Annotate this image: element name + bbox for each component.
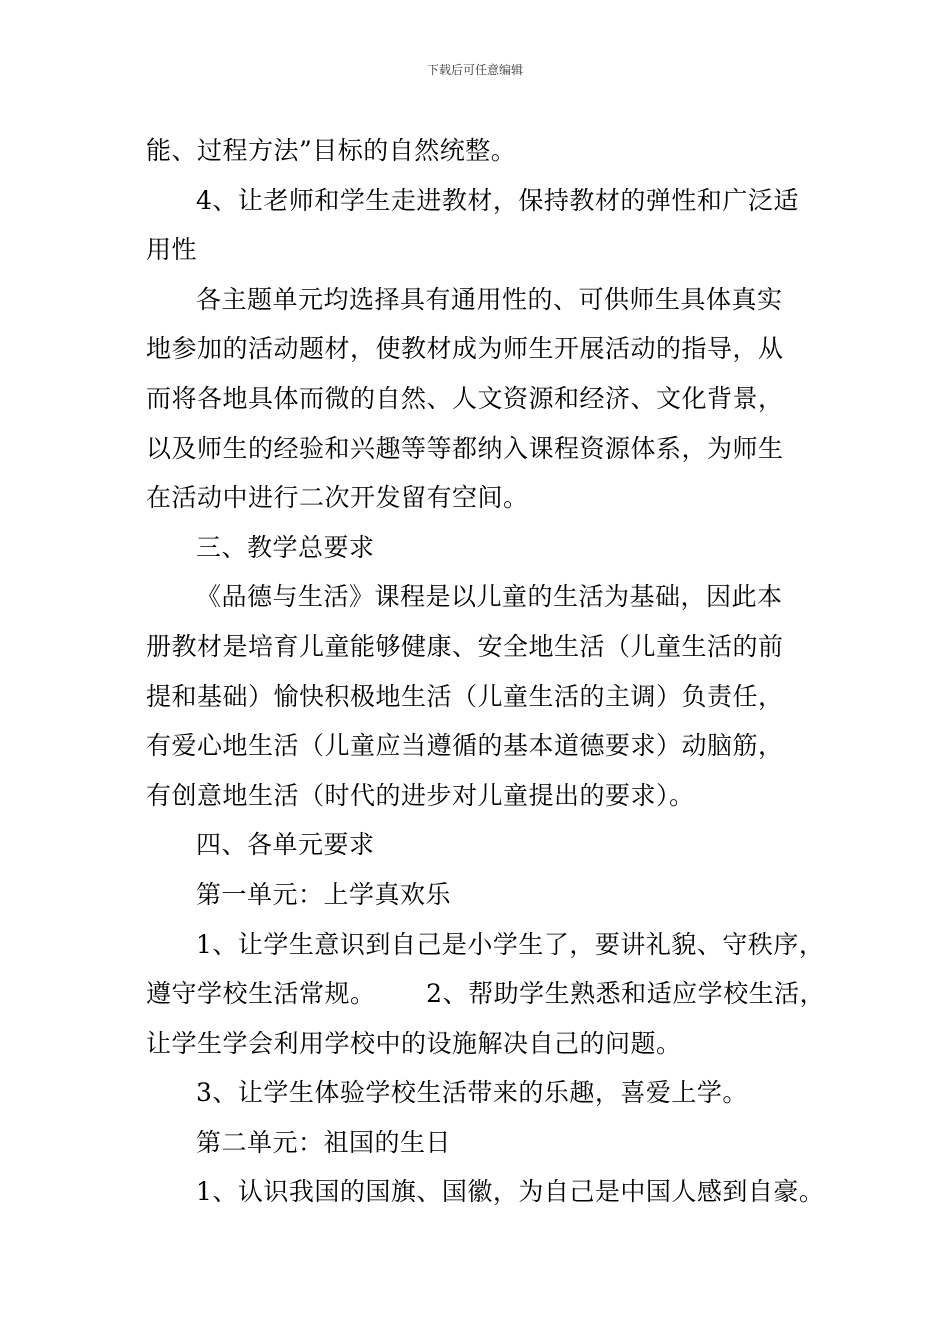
text-line: 《品德与生活》课程是以儿童的生活为基础，因此本: [196, 582, 783, 612]
text-line: 地参加的活动题材，使教材成为师生开展活动的指导，从: [146, 334, 784, 364]
text-line: 用性: [146, 235, 198, 265]
text-line: 以及师生的经验和兴趣等等都纳入课程资源体系，为师生: [146, 433, 784, 463]
text-line: 有创意地生活（时代的进步对儿童提出的要求）。: [146, 780, 695, 810]
text-line: 在活动中进行二次开发留有空间。: [146, 483, 529, 513]
text-line: 册教材是培育儿童能够健康、安全地生活（儿童生活的前: [146, 631, 784, 661]
text-line: 能、过程方法”目标的自然统整。: [146, 136, 517, 165]
text-line: 四、各单元要求: [196, 830, 375, 860]
text-line: 3、让学生体验学校生活带来的乐趣，喜爱上学。: [196, 1078, 748, 1108]
text-line: 1、认识我国的国旗、国徽，为自己是中国人感到自豪。: [196, 1177, 825, 1207]
text-line: 有爱心地生活（儿童应当遵循的基本道德要求）动脑筋，: [146, 731, 784, 761]
text-line: 第二单元：祖国的生日: [196, 1127, 452, 1157]
text-line: 第一单元：上学真欢乐: [196, 879, 452, 909]
document-body: [146, 126, 826, 1217]
text-line: 1、让学生意识到自己是小学生了，要讲礼貌、守秩序，: [196, 929, 825, 959]
text-line: 各主题单元均选择具有通用性的、可供师生具体真实: [196, 284, 783, 314]
text-line: 三、教学总要求: [196, 532, 375, 562]
text-line: 而将各地具体而微的自然、人文资源和经济、文化背景，: [146, 383, 784, 413]
text-line: 提和基础）愉快积极地生活（儿童生活的主调）负责任，: [146, 681, 784, 711]
text-line: 4、让老师和学生走进教材，保持教材的弹性和广泛适: [196, 185, 799, 215]
text-line: 遵守学校生活常规。 2、帮助学生熟悉和适应学校生活，: [146, 979, 826, 1009]
text-line: 让学生学会利用学校中的设施解决自己的问题。: [146, 1028, 682, 1058]
page-header: 下载后可任意编辑: [426, 63, 523, 77]
